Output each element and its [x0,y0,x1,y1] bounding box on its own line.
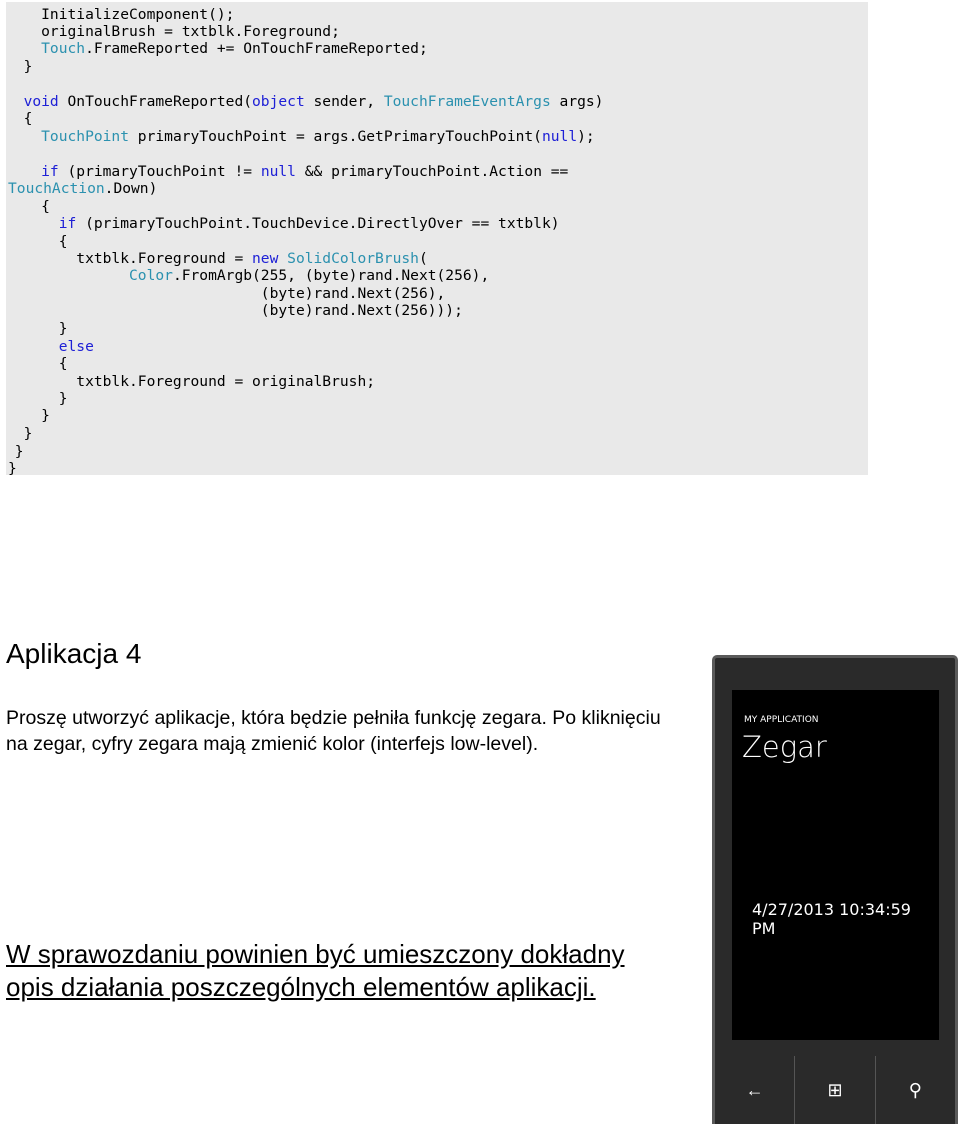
phone-navbar [715,1056,955,1124]
start-button[interactable] [794,1056,874,1124]
task-description: Proszę utworzyć aplikacje, która będzie pełniła funkcję zegara. Po kliknięciu na zegar, cyfry zegara mają zmienić kolor (interfejs low-level). [6,707,661,755]
code-line: if (primaryTouchPoint != null && primaryTouchPoint.Action == [6,163,569,180]
search-icon: ⚲ [908,1079,922,1100]
back-button[interactable] [715,1056,794,1124]
windows-logo-icon: ⊞ [827,1079,843,1100]
back-arrow-icon: ← [745,1079,764,1100]
code-line: { [6,198,50,215]
code-line: InitializeComponent(); [6,6,235,23]
page-title: Zegar [742,730,827,764]
code-line: { [6,355,68,372]
code-screenshot [6,2,868,475]
code-line: { [6,110,33,127]
code-line: originalBrush = txtblk.Foreground; [6,23,340,40]
code-line: TouchPoint primaryTouchPoint = args.GetPrimaryTouchPoint(null); [6,128,595,145]
section-heading: Aplikacja 4 [6,638,142,669]
code-line: (byte)rand.Next(256), [6,285,446,302]
clock-text[interactable]: 4/27/2013 10:34:59 PM [752,900,911,938]
code-line: (byte)rand.Next(256))); [6,302,463,319]
code-line: Touch.FrameReported += OnTouchFrameReported; [6,40,428,57]
code-line: if (primaryTouchPoint.TouchDevice.DirectlyOver == txtblk) [6,215,560,232]
code-line: void OnTouchFrameReported(object sender, TouchFrameEventArgs args) [6,93,604,110]
code-line: else [6,338,94,355]
code-line: { [6,233,68,250]
code-line: } [6,390,68,407]
code-line: } [6,443,24,460]
code-line: txtblk.Foreground = new SolidColorBrush( [6,250,428,267]
code-line: Color.FromArgb(255, (byte)rand.Next(256), [6,267,490,284]
code-line: TouchAction.Down) [8,180,158,197]
code-line: } [6,58,33,75]
app-label: MY APPLICATION [744,715,819,725]
code-line: txtblk.Foreground = originalBrush; [6,373,376,390]
code-line: } [6,425,33,442]
code-line: } [6,407,50,424]
code-line: } [6,320,68,337]
search-button[interactable] [875,1056,955,1124]
report-requirement: W sprawozdaniu powinien być umieszczony dokładny opis działania poszczególnych elementów aplikacji. [6,939,625,1002]
phone-mockup [712,655,958,1124]
code-line: } [8,460,17,477]
phone-screen [732,690,939,1040]
